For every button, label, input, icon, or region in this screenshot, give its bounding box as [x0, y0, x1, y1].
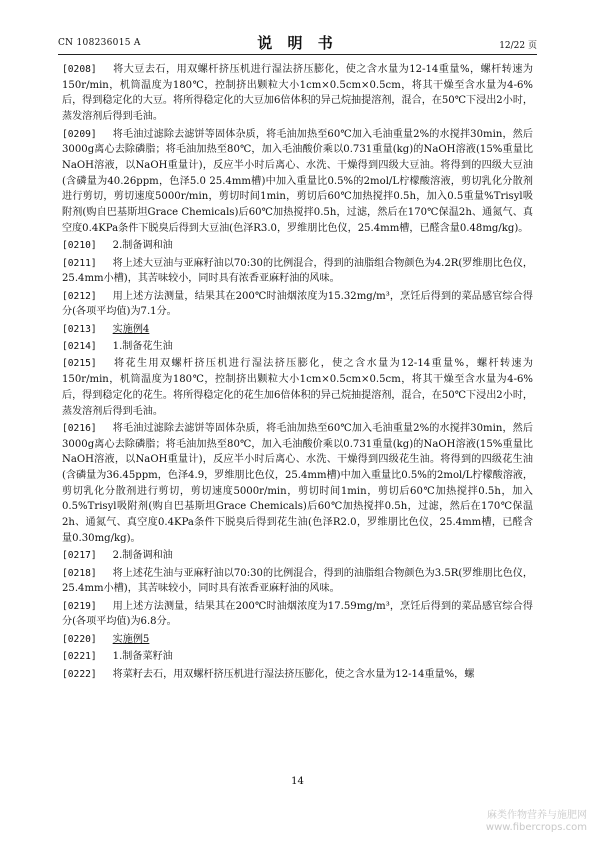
page-header — [58, 30, 537, 55]
paragraph-number: [0222] — [62, 668, 97, 680]
watermark-title: 麻类作物营养与施肥网 — [487, 810, 587, 821]
paragraph-0219 — [62, 599, 533, 630]
paragraph-text: 将上述大豆油与亚麻籽油以70:30的比例混合，得到的油脂组合物颜色为4.2R(罗维朋比色仪，25.4mm小槽)，其苦味较小，同时具有浓香亚麻籽油的风味。 — [62, 257, 533, 285]
paragraph-text: 将毛油过滤除去滤饼等固体杂质，将毛油加热至60℃加入毛油重量2%的水搅拌30min，然后3000g离心去除磷脂；将毛油加热至80℃，加入毛油酸价乘以0.731重量(kg)的NaOH溶液(15%重量比NaOH溶液，以NaOH重量计)，反应半小时后离心、水洗、干燥得到四级大豆油。将得到的四级大豆油(含磷量为40.26ppm，色泽5.0 25.4mm槽)中加入重量比0.5%的2mol/L柠檬酸溶液，剪切乳化分散剂进行剪切，剪切速度5000r/min，剪切时间1min，剪切后60℃加热搅拌0.5h，加入0.5重量%Trisyl吸附剂(购自巴基斯坦Grace Chemicals)后60℃加热搅拌0.5h，过滤，然后在170℃保温2h、通氮气、真空度0.4KPa条件下脱臭后得到大豆油(色泽R3.0，罗维朋比色仪，25.4mm槽，已醛含量0.48mg/kg)。 — [62, 128, 533, 234]
paragraph-0210 — [62, 238, 533, 254]
paragraph-0214 — [62, 339, 533, 355]
section-heading: 2.制备调和油 — [112, 550, 173, 562]
paragraph-0216 — [62, 421, 533, 547]
paragraph-0217 — [62, 548, 533, 564]
paragraph-text: 将毛油过滤除去滤饼等固体杂质，将毛油加热至60℃加入毛油重量2%的水搅拌30min，然后3000g离心去除磷脂；将毛油加热至80℃，加入毛油酸价乘以0.731重量(kg)的NaOH溶液(15%重量比NaOH溶液，以NaOH重量计)，反应半小时后离心、水洗、干燥得到四级花生油。将得到的四级花生油(含磷量为36.45ppm，色泽4.9，罗维朋比色仪，25.4mm槽)中加入重量比0.5%的2mol/L柠檬酸溶液，剪切乳化分散剂进行剪切，剪切速度5000r/min，剪切时间1min，剪切后60℃加热搅拌0.5h，加入0.5%Trisyl吸附剂(购自巴基斯坦Grace Chemicals)后60℃加热搅拌0.5h，过滤，然后在170℃保温2h、通氮气、真空度0.4KPa条件下脱臭后得到花生油(色泽R2.0，罗维朋比色仪，25.4mm槽，已醛含量0.30mg/kg)。 — [62, 422, 533, 544]
paragraph-number: [0214] — [62, 341, 97, 353]
watermark — [486, 810, 587, 834]
paragraph-0220 — [62, 632, 533, 648]
page-indicator: 12/22 页 — [499, 41, 537, 51]
paragraph-text: 将花生用双螺杆挤压机进行湿法挤压膨化，使之含水量为12-14重量%，螺杆转速为150r/min，机筒温度为180℃，控制挤出颗粒大小1cm×0.5cm×0.5cm，将其干燥至含水量为4-6%后，得到稳定化的花生。将所得稳定化的花生加6倍体积的异己烷抽提溶剂，混合，在50℃下浸出2小时，蒸发溶剂后得到毛油。 — [62, 358, 533, 417]
paragraph-number: [0220] — [62, 633, 97, 645]
section-heading: 1.制备菜籽油 — [112, 651, 173, 663]
paragraph-0215 — [62, 356, 533, 419]
section-heading: 2.制备调和油 — [112, 240, 173, 252]
paragraph-number: [0210] — [62, 240, 97, 252]
paragraph-number: [0218] — [62, 567, 97, 579]
paragraph-text: 将大豆去石，用双螺杆挤压机进行湿法挤压膨化，使之含水量为12-14重量%，螺杆转速为150r/min，机筒温度为180℃，控制挤出颗粒大小1cm×0.5cm×0.5cm，将其干燥至含水量为4-6%后，得到稳定化的大豆。将所得稳定化的大豆加6倍体积的异己烷抽提溶剂，混合，在50℃下浸出2小时，蒸发溶剂后得到毛油。 — [62, 64, 533, 123]
paragraph-number: [0212] — [62, 290, 97, 302]
paragraph-0221 — [62, 649, 533, 665]
paragraph-number: [0219] — [62, 600, 97, 612]
publication-number: CN 108236015 A — [58, 38, 141, 48]
paragraph-number: [0209] — [62, 128, 97, 140]
paragraph-number: [0217] — [62, 550, 97, 562]
page-number: 14 — [291, 776, 304, 787]
paragraph-0222 — [62, 667, 533, 683]
paragraph-text: 用上述方法测量，结果其在200℃时油烟浓度为17.59mg/m³，烹饪后得到的菜品感官综合得分(各项平均值)为6.8分。 — [62, 600, 533, 628]
paragraph-number: [0211] — [62, 257, 97, 269]
document-body — [62, 62, 533, 762]
paragraph-number: [0216] — [62, 422, 97, 434]
paragraph-text: 将上述花生油与亚麻籽油以70:30的比例混合，得到的油脂组合物颜色为3.5R(罗维朋比色仪，25.4mm小槽)，其苦味较小，同时具有浓香亚麻籽油的风味。 — [62, 567, 533, 595]
paragraph-0213 — [62, 322, 533, 338]
paragraph-0211 — [62, 256, 533, 287]
paragraph-number: [0208] — [62, 64, 97, 75]
paragraph-number: [0213] — [62, 323, 97, 335]
example-heading: 实施例5 — [112, 633, 150, 645]
paragraph-number: [0221] — [62, 651, 97, 663]
section-heading: 1.制备花生油 — [112, 341, 173, 353]
paragraph-text: 用上述方法测量，结果其在200℃时油烟浓度为15.32mg/m³，烹饪后得到的菜品感官综合得分(各项平均值)为7.1分。 — [62, 290, 533, 318]
paragraph-text: 将菜籽去石，用双螺杆挤压机进行湿法挤压膨化，使之含水量为12-14重量%，螺 — [112, 668, 475, 680]
paragraph-0208 — [62, 62, 533, 125]
example-heading: 实施例4 — [112, 323, 150, 335]
paragraph-0218 — [62, 566, 533, 597]
watermark-url: www.fibercrops.com — [485, 822, 587, 833]
paragraph-0212 — [62, 289, 533, 320]
document-title: 说 明 书 — [257, 34, 338, 52]
paragraph-0209 — [62, 127, 533, 237]
paragraph-number: [0215] — [62, 358, 97, 370]
